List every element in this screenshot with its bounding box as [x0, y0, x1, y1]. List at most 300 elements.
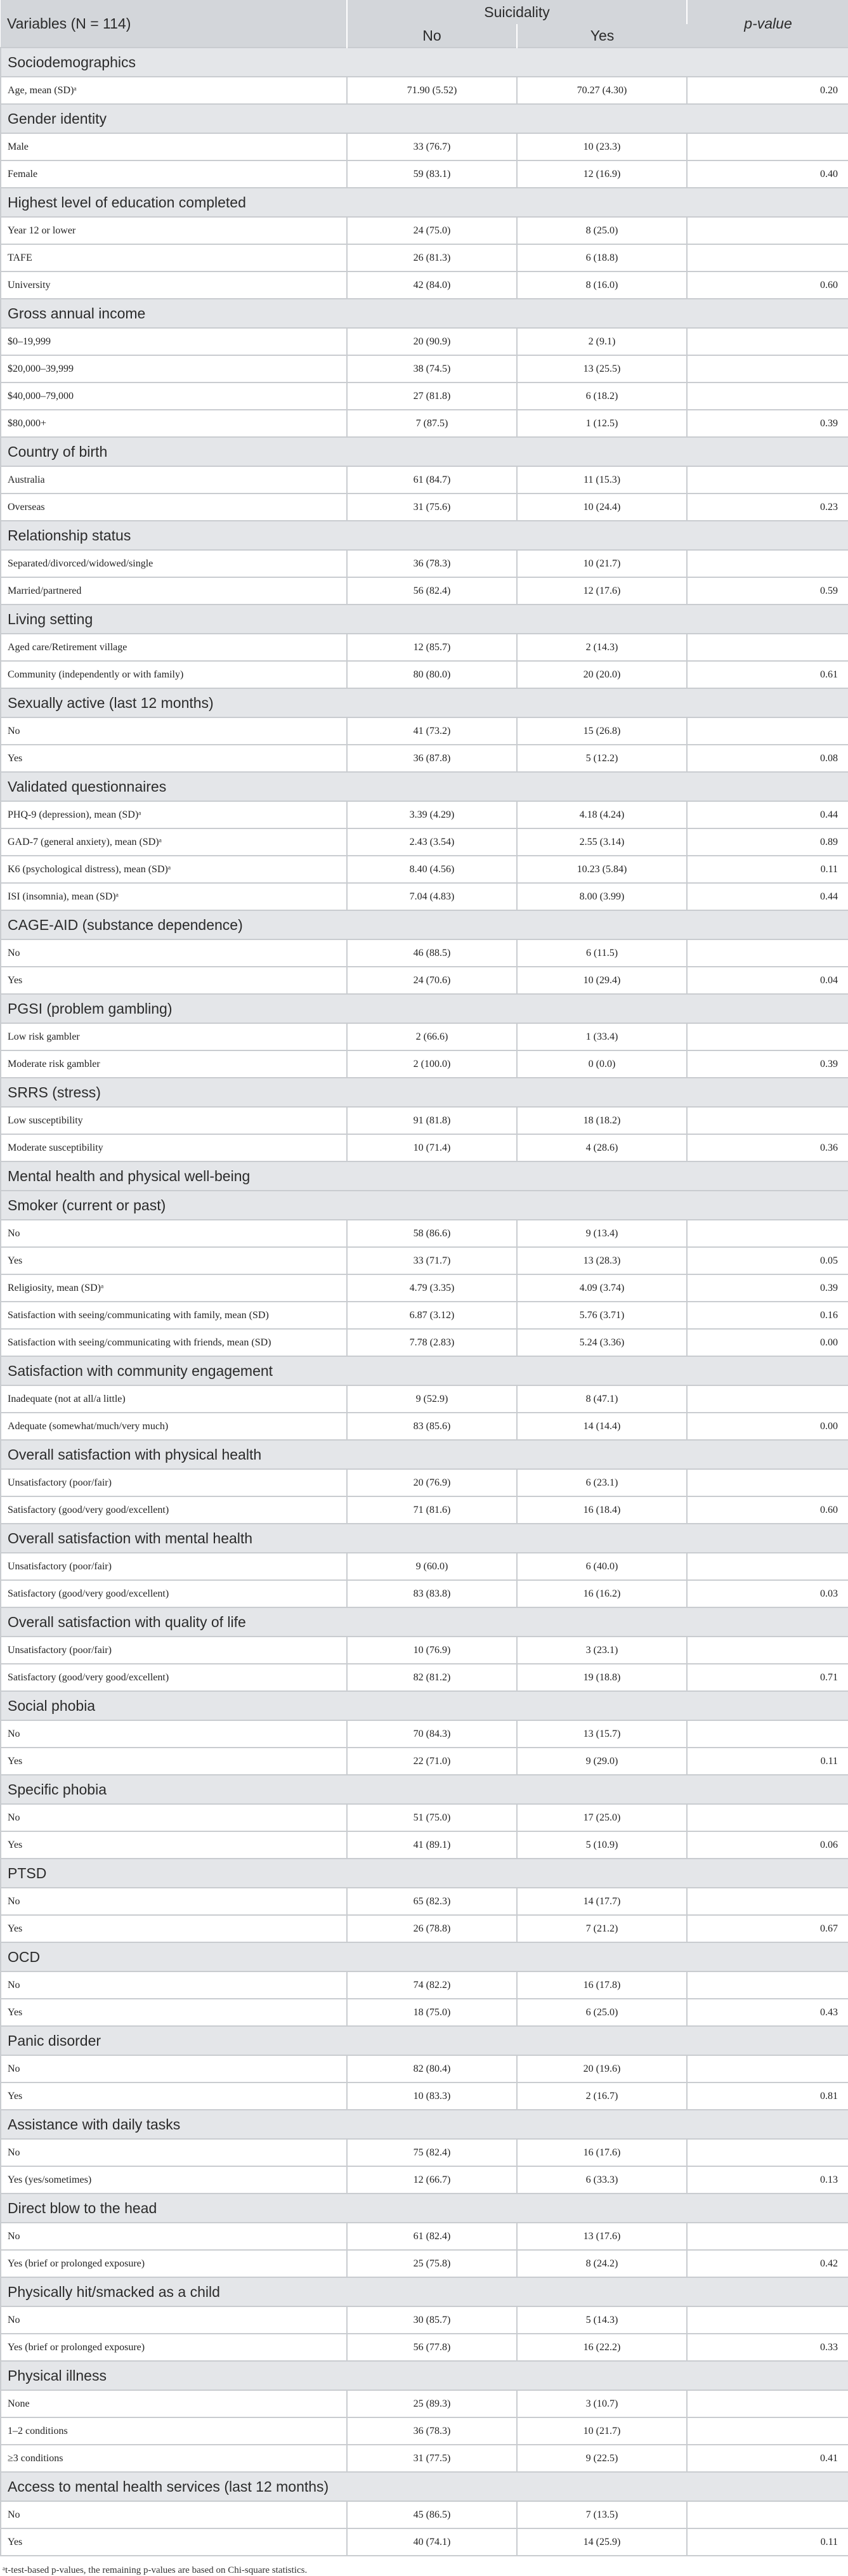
yes-cell: 8 (25.0)	[517, 217, 687, 244]
section-label: Overall satisfaction with quality of life	[1, 1607, 848, 1637]
no-cell: 56 (82.4)	[347, 577, 517, 605]
table-row	[1, 550, 848, 577]
no-cell: 36 (87.8)	[347, 745, 517, 772]
table-row	[1, 967, 848, 994]
yes-cell: 12 (16.9)	[517, 160, 687, 188]
variable-cell: Inadequate (not at all/a little)	[1, 1385, 347, 1413]
pvalue-header: p-value	[687, 0, 848, 48]
yes-cell: 11 (15.3)	[517, 466, 687, 494]
variable-cell: No	[1, 1971, 347, 1999]
pvalue-cell: 0.00	[687, 1329, 848, 1356]
no-cell: 10 (76.9)	[347, 1637, 517, 1664]
pvalue-cell: 0.13	[687, 2166, 848, 2194]
variable-cell: No	[1, 2223, 347, 2250]
section-row	[1, 2277, 848, 2306]
no-cell: 59 (83.1)	[347, 160, 517, 188]
yes-cell: 4 (28.6)	[517, 1134, 687, 1161]
yes-cell: 0 (0.0)	[517, 1050, 687, 1078]
suicidality-header: Suicidality	[347, 0, 687, 24]
yes-cell: 3 (23.1)	[517, 1637, 687, 1664]
no-cell: 9 (60.0)	[347, 1553, 517, 1580]
variable-cell: Satisfaction with seeing/communicating with family, mean (SD)	[1, 1302, 347, 1329]
variable-cell: Yes	[1, 967, 347, 994]
no-cell: 46 (88.5)	[347, 939, 517, 967]
section-label: Satisfaction with community engagement	[1, 1356, 848, 1385]
section-label: OCD	[1, 1942, 848, 1971]
variable-cell: Unsatisfactory (poor/fair)	[1, 1553, 347, 1580]
no-cell: 10 (83.3)	[347, 2082, 517, 2110]
section-label: Direct blow to the head	[1, 2194, 848, 2223]
yes-cell: 7 (21.2)	[517, 1915, 687, 1942]
pvalue-cell	[687, 2390, 848, 2417]
pvalue-cell	[687, 2501, 848, 2528]
no-cell: 3.39 (4.29)	[347, 801, 517, 828]
pvalue-cell	[687, 2055, 848, 2082]
pvalue-cell	[687, 1023, 848, 1050]
table-row	[1, 2390, 848, 2417]
variable-cell: No	[1, 1804, 347, 1831]
table-row	[1, 1971, 848, 1999]
yes-cell: 5 (12.2)	[517, 745, 687, 772]
no-cell: 83 (85.6)	[347, 1413, 517, 1440]
section-label: Specific phobia	[1, 1775, 848, 1804]
section-row	[1, 2110, 848, 2139]
yes-cell: 4.18 (4.24)	[517, 801, 687, 828]
table-row	[1, 2139, 848, 2166]
no-header: No	[347, 24, 517, 48]
variable-cell: Year 12 or lower	[1, 217, 347, 244]
table-row	[1, 1915, 848, 1942]
no-cell: 83 (83.8)	[347, 1580, 517, 1607]
variable-cell: $80,000+	[1, 410, 347, 437]
yes-cell: 10.23 (5.84)	[517, 856, 687, 883]
no-cell: 9 (52.9)	[347, 1385, 517, 1413]
section-label: Highest level of education completed	[1, 188, 848, 217]
pvalue-cell: 0.06	[687, 1831, 848, 1859]
no-cell: 38 (74.5)	[347, 355, 517, 382]
table-row	[1, 1888, 848, 1915]
pvalue-cell	[687, 1804, 848, 1831]
section-row	[1, 1859, 848, 1888]
yes-cell: 5 (14.3)	[517, 2306, 687, 2334]
table-row	[1, 1720, 848, 1748]
table-row	[1, 77, 848, 104]
pvalue-cell	[687, 382, 848, 410]
variable-cell: No	[1, 717, 347, 745]
pvalue-cell: 0.03	[687, 1580, 848, 1607]
table-row	[1, 661, 848, 688]
yes-cell: 10 (21.7)	[517, 550, 687, 577]
pvalue-cell	[687, 355, 848, 382]
pvalue-cell: 0.67	[687, 1915, 848, 1942]
variable-cell: Separated/divorced/widowed/single	[1, 550, 347, 577]
section-row	[1, 2026, 848, 2055]
pvalue-cell: 0.33	[687, 2334, 848, 2361]
table-row	[1, 133, 848, 160]
yes-cell: 6 (25.0)	[517, 1999, 687, 2026]
section-label: Sociodemographics	[1, 48, 848, 77]
table-row	[1, 2501, 848, 2528]
yes-cell: 10 (23.3)	[517, 133, 687, 160]
yes-cell: 2.55 (3.14)	[517, 828, 687, 856]
section-label: Smoker (current or past)	[1, 1191, 848, 1220]
variable-cell: TAFE	[1, 244, 347, 271]
pvalue-cell: 0.59	[687, 577, 848, 605]
pvalue-cell	[687, 550, 848, 577]
table-row	[1, 244, 848, 271]
section-label: Physical illness	[1, 2361, 848, 2390]
table-row	[1, 1469, 848, 1496]
variable-cell: Unsatisfactory (poor/fair)	[1, 1469, 347, 1496]
section-row	[1, 2472, 848, 2501]
variable-cell: $40,000–79,000	[1, 382, 347, 410]
pvalue-cell: 0.00	[687, 1413, 848, 1440]
pvalue-cell: 0.04	[687, 967, 848, 994]
no-cell: 26 (81.3)	[347, 244, 517, 271]
no-cell: 26 (78.8)	[347, 1915, 517, 1942]
pvalue-cell	[687, 1107, 848, 1134]
no-cell: 6.87 (3.12)	[347, 1302, 517, 1329]
pvalue-cell	[687, 1888, 848, 1915]
no-cell: 2.43 (3.54)	[347, 828, 517, 856]
no-cell: 2 (66.6)	[347, 1023, 517, 1050]
pvalue-cell: 0.11	[687, 1748, 848, 1775]
table-row	[1, 1134, 848, 1161]
table-row	[1, 2445, 848, 2472]
yes-cell: 5.76 (3.71)	[517, 1302, 687, 1329]
section-row	[1, 2361, 848, 2390]
variable-cell: Yes	[1, 1999, 347, 2026]
no-cell: 71 (81.6)	[347, 1496, 517, 1524]
no-cell: 61 (82.4)	[347, 2223, 517, 2250]
pvalue-cell: 0.41	[687, 2445, 848, 2472]
section-label: Sexually active (last 12 months)	[1, 688, 848, 717]
table-row	[1, 634, 848, 661]
table-row	[1, 745, 848, 772]
no-cell: 33 (76.7)	[347, 133, 517, 160]
table-row	[1, 717, 848, 745]
variable-cell: No	[1, 1720, 347, 1748]
no-cell: 7.04 (4.83)	[347, 883, 517, 910]
pvalue-cell: 0.44	[687, 883, 848, 910]
table-row	[1, 1580, 848, 1607]
pvalue-cell	[687, 217, 848, 244]
yes-cell: 16 (17.6)	[517, 2139, 687, 2166]
no-cell: 36 (78.3)	[347, 2417, 517, 2445]
table-row	[1, 271, 848, 299]
variable-cell: Satisfaction with seeing/communicating with friends, mean (SD)	[1, 1329, 347, 1356]
variable-cell: Male	[1, 133, 347, 160]
pvalue-cell	[687, 244, 848, 271]
section-label: Physically hit/smacked as a child	[1, 2277, 848, 2306]
variable-cell: ≥3 conditions	[1, 2445, 347, 2472]
pvalue-cell: 0.11	[687, 2528, 848, 2556]
table-row	[1, 1999, 848, 2026]
pvalue-cell: 0.36	[687, 1134, 848, 1161]
no-cell: 31 (77.5)	[347, 2445, 517, 2472]
table-row	[1, 410, 848, 437]
no-cell: 61 (84.7)	[347, 466, 517, 494]
variable-cell: Yes	[1, 1748, 347, 1775]
pvalue-cell	[687, 466, 848, 494]
no-cell: 33 (71.7)	[347, 1247, 517, 1274]
pvalue-cell	[687, 2139, 848, 2166]
variable-cell: K6 (psychological distress), mean (SD)ᵃ	[1, 856, 347, 883]
variable-cell: No	[1, 1220, 347, 1247]
variable-cell: PHQ-9 (depression), mean (SD)ᵃ	[1, 801, 347, 828]
section-row	[1, 188, 848, 217]
no-cell: 74 (82.2)	[347, 1971, 517, 1999]
pvalue-cell	[687, 133, 848, 160]
pvalue-cell: 0.60	[687, 271, 848, 299]
variable-cell: Satisfactory (good/very good/excellent)	[1, 1664, 347, 1691]
header-row	[1, 0, 848, 24]
yes-cell: 7 (13.5)	[517, 2501, 687, 2528]
table-row	[1, 2082, 848, 2110]
table-row	[1, 1220, 848, 1247]
table-row	[1, 828, 848, 856]
yes-cell: 19 (18.8)	[517, 1664, 687, 1691]
no-cell: 12 (85.7)	[347, 634, 517, 661]
section-row	[1, 2194, 848, 2223]
no-cell: 40 (74.1)	[347, 2528, 517, 2556]
table-row	[1, 1553, 848, 1580]
yes-cell: 20 (20.0)	[517, 661, 687, 688]
section-row	[1, 437, 848, 466]
variable-cell: Yes	[1, 1247, 347, 1274]
yes-cell: 5.24 (3.36)	[517, 1329, 687, 1356]
table-row	[1, 2334, 848, 2361]
yes-cell: 9 (22.5)	[517, 2445, 687, 2472]
variable-cell: No	[1, 939, 347, 967]
no-cell: 25 (89.3)	[347, 2390, 517, 2417]
pvalue-cell	[687, 717, 848, 745]
no-cell: 45 (86.5)	[347, 2501, 517, 2528]
variable-cell: Moderate susceptibility	[1, 1134, 347, 1161]
table-row	[1, 801, 848, 828]
variable-cell: Moderate risk gambler	[1, 1050, 347, 1078]
variable-cell: No	[1, 2501, 347, 2528]
no-cell: 42 (84.0)	[347, 271, 517, 299]
table-body	[1, 48, 848, 2556]
yes-cell: 18 (18.2)	[517, 1107, 687, 1134]
variable-cell: Aged care/Retirement village	[1, 634, 347, 661]
pvalue-cell	[687, 1469, 848, 1496]
table-row	[1, 856, 848, 883]
variable-cell: No	[1, 1888, 347, 1915]
yes-cell: 16 (22.2)	[517, 2334, 687, 2361]
variable-cell: Female	[1, 160, 347, 188]
table-row	[1, 355, 848, 382]
variable-cell: No	[1, 2139, 347, 2166]
section-row	[1, 1078, 848, 1107]
table-row	[1, 1329, 848, 1356]
yes-cell: 6 (18.2)	[517, 382, 687, 410]
variable-cell: Satisfactory (good/very good/excellent)	[1, 1580, 347, 1607]
pvalue-cell	[687, 2306, 848, 2334]
section-row	[1, 299, 848, 328]
no-cell: 2 (100.0)	[347, 1050, 517, 1078]
pvalue-cell	[687, 1720, 848, 1748]
yes-cell: 13 (28.3)	[517, 1247, 687, 1274]
section-row	[1, 1691, 848, 1720]
yes-cell: 6 (18.8)	[517, 244, 687, 271]
variable-cell: ISI (insomnia), mean (SD)ᵃ	[1, 883, 347, 910]
yes-cell: 10 (29.4)	[517, 967, 687, 994]
section-label: Country of birth	[1, 437, 848, 466]
no-cell: 8.40 (4.56)	[347, 856, 517, 883]
no-cell: 91 (81.8)	[347, 1107, 517, 1134]
pvalue-cell: 0.11	[687, 856, 848, 883]
table-footnote: ᵃt-test-based p-values, the remaining p-values are based on Chi-square statistics.	[3, 2565, 308, 2575]
pvalue-cell	[687, 1553, 848, 1580]
variable-cell: Yes	[1, 745, 347, 772]
no-cell: 4.79 (3.35)	[347, 1274, 517, 1302]
section-label: Panic disorder	[1, 2026, 848, 2055]
table-row	[1, 1023, 848, 1050]
yes-cell: 16 (16.2)	[517, 1580, 687, 1607]
yes-cell: 14 (14.4)	[517, 1413, 687, 1440]
section-label: Access to mental health services (last 12 months)	[1, 2472, 848, 2501]
variable-cell: No	[1, 2306, 347, 2334]
yes-cell: 9 (13.4)	[517, 1220, 687, 1247]
table-row	[1, 466, 848, 494]
pvalue-cell: 0.44	[687, 801, 848, 828]
section-row	[1, 605, 848, 634]
section-label: Assistance with daily tasks	[1, 2110, 848, 2139]
table-row	[1, 2055, 848, 2082]
yes-cell: 1 (33.4)	[517, 1023, 687, 1050]
pvalue-cell: 0.20	[687, 77, 848, 104]
variable-cell: GAD-7 (general anxiety), mean (SD)ᵃ	[1, 828, 347, 856]
yes-cell: 2 (14.3)	[517, 634, 687, 661]
section-row	[1, 1942, 848, 1971]
yes-cell: 2 (16.7)	[517, 2082, 687, 2110]
table-row	[1, 939, 848, 967]
section-label: Overall satisfaction with physical health	[1, 1440, 848, 1469]
section-row	[1, 772, 848, 801]
yes-cell: 4.09 (3.74)	[517, 1274, 687, 1302]
variable-cell: University	[1, 271, 347, 299]
no-cell: 7.78 (2.83)	[347, 1329, 517, 1356]
section-label: Gross annual income	[1, 299, 848, 328]
yes-cell: 1 (12.5)	[517, 410, 687, 437]
variable-cell: Yes (brief or prolonged exposure)	[1, 2250, 347, 2277]
section-label: CAGE-AID (substance dependence)	[1, 910, 848, 939]
pvalue-cell	[687, 2417, 848, 2445]
no-cell: 75 (82.4)	[347, 2139, 517, 2166]
yes-cell: 8.00 (3.99)	[517, 883, 687, 910]
variable-cell: Low susceptibility	[1, 1107, 347, 1134]
table-row	[1, 160, 848, 188]
table-row	[1, 382, 848, 410]
section-label: Validated questionnaires	[1, 772, 848, 801]
yes-cell: 8 (47.1)	[517, 1385, 687, 1413]
variable-cell: Yes (yes/sometimes)	[1, 2166, 347, 2194]
yes-cell: 10 (21.7)	[517, 2417, 687, 2445]
no-cell: 82 (81.2)	[347, 1664, 517, 1691]
no-cell: 25 (75.8)	[347, 2250, 517, 2277]
pvalue-cell: 0.60	[687, 1496, 848, 1524]
variable-cell: No	[1, 2055, 347, 2082]
yes-cell: 2 (9.1)	[517, 328, 687, 355]
yes-cell: 16 (17.8)	[517, 1971, 687, 1999]
pvalue-cell: 0.39	[687, 410, 848, 437]
pvalue-cell	[687, 1220, 848, 1247]
variable-cell: 1–2 conditions	[1, 2417, 347, 2445]
variable-cell: Married/partnered	[1, 577, 347, 605]
section-row	[1, 994, 848, 1023]
no-cell: 82 (80.4)	[347, 2055, 517, 2082]
no-cell: 24 (75.0)	[347, 217, 517, 244]
no-cell: 58 (86.6)	[347, 1220, 517, 1247]
section-row	[1, 1191, 848, 1220]
yes-cell: 6 (23.1)	[517, 1469, 687, 1496]
yes-cell: 9 (29.0)	[517, 1748, 687, 1775]
variable-cell: Low risk gambler	[1, 1023, 347, 1050]
yes-cell: 6 (33.3)	[517, 2166, 687, 2194]
section-label: Mental health and physical well-being	[1, 1161, 848, 1191]
pvalue-cell: 0.39	[687, 1274, 848, 1302]
section-row	[1, 1440, 848, 1469]
section-row	[1, 1607, 848, 1637]
table-row	[1, 1107, 848, 1134]
section-label: PTSD	[1, 1859, 848, 1888]
section-label: Gender identity	[1, 104, 848, 133]
yes-cell: 17 (25.0)	[517, 1804, 687, 1831]
table-row	[1, 1664, 848, 1691]
no-cell: 22 (71.0)	[347, 1748, 517, 1775]
no-cell: 18 (75.0)	[347, 1999, 517, 2026]
variable-cell: Adequate (somewhat/much/very much)	[1, 1413, 347, 1440]
no-cell: 51 (75.0)	[347, 1804, 517, 1831]
yes-cell: 12 (17.6)	[517, 577, 687, 605]
no-cell: 36 (78.3)	[347, 550, 517, 577]
variable-cell: Yes	[1, 2528, 347, 2556]
section-row	[1, 1524, 848, 1553]
section-row	[1, 910, 848, 939]
yes-cell: 5 (10.9)	[517, 1831, 687, 1859]
pvalue-cell: 0.08	[687, 745, 848, 772]
no-cell: 27 (81.8)	[347, 382, 517, 410]
table-row	[1, 1247, 848, 1274]
pvalue-cell: 0.16	[687, 1302, 848, 1329]
table-row	[1, 1496, 848, 1524]
table-row	[1, 2528, 848, 2556]
yes-cell: 8 (24.2)	[517, 2250, 687, 2277]
pvalue-cell	[687, 634, 848, 661]
no-cell: 7 (87.5)	[347, 410, 517, 437]
table-row	[1, 1385, 848, 1413]
no-cell: 41 (73.2)	[347, 717, 517, 745]
section-label: PGSI (problem gambling)	[1, 994, 848, 1023]
table-row	[1, 1413, 848, 1440]
table-row	[1, 1274, 848, 1302]
section-row	[1, 688, 848, 717]
table-row	[1, 1804, 848, 1831]
section-label: Living setting	[1, 605, 848, 634]
pvalue-cell: 0.39	[687, 1050, 848, 1078]
table-row	[1, 577, 848, 605]
yes-cell: 16 (18.4)	[517, 1496, 687, 1524]
no-cell: 71.90 (5.52)	[347, 77, 517, 104]
yes-cell: 8 (16.0)	[517, 271, 687, 299]
yes-cell: 13 (25.5)	[517, 355, 687, 382]
yes-cell: 14 (17.7)	[517, 1888, 687, 1915]
no-cell: 10 (71.4)	[347, 1134, 517, 1161]
no-cell: 41 (89.1)	[347, 1831, 517, 1859]
table-row	[1, 1831, 848, 1859]
